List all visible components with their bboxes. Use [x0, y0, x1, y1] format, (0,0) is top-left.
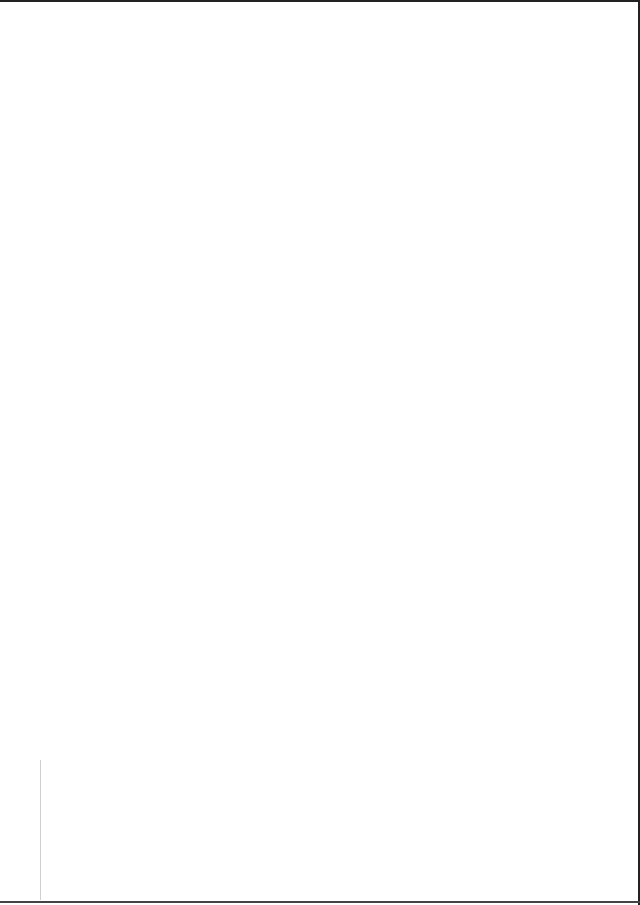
scan-artifact-line [40, 760, 41, 900]
page-bottom-edge [0, 901, 640, 903]
page-top-edge [0, 0, 640, 2]
